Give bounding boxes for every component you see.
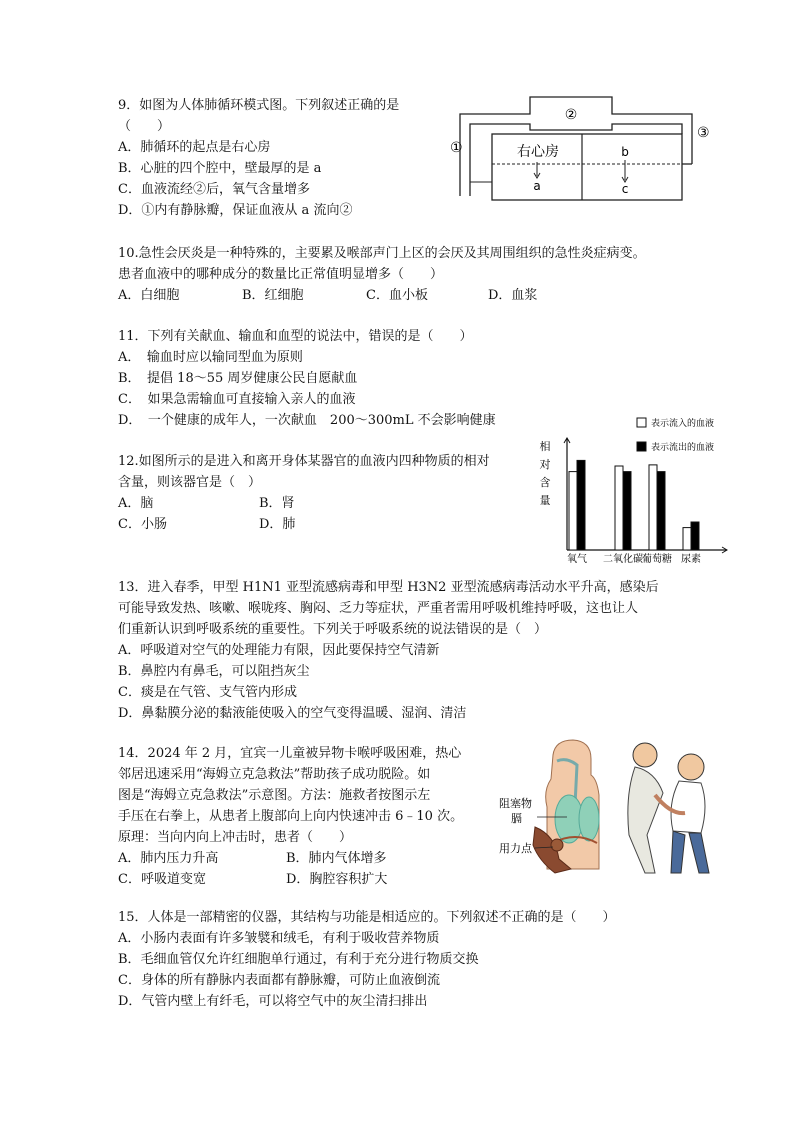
bar-2-1 [657,472,665,550]
q14-stem-line5: 原理：当向内向上冲击时，患者（ ） [118,830,353,845]
q13-option-b: B．鼻腔内有鼻毛，可以阻挡灰尘 [118,664,310,679]
rescue-figure [628,743,709,873]
q14-option-c: C．呼吸道变宽 [118,872,206,887]
bar-0-0 [569,472,577,550]
bar-3-1 [691,522,699,550]
q13-option-a: A．呼吸道对空气的处理能力有限，因此要保持空气清新 [118,643,440,658]
legend-label-1: 表示流出的血液 [651,443,715,453]
q12-option-d: D．肺 [259,517,296,532]
bar-1-1 [623,472,631,550]
question-13 [118,577,718,724]
heimlich-illustration [495,735,727,875]
q10-options [118,285,718,306]
y-axis-label-char: 相 [539,440,551,453]
x-tick-label: 葡萄糖 [642,554,672,565]
blood-substance-bar-chart [533,416,733,566]
q10-option-d: D．血浆 [488,288,538,303]
q15-stem: 15．人体是一部精密的仪器，其结构与功能是相适应的。下列叙述不正确的是（ ） [118,910,616,925]
q10-option-c: C．血小板 [366,288,428,303]
q14-stem-line2: 邻居迅速采用“海姆立克急救法”帮助孩子成功脱险。如 [118,767,431,782]
q13-option-c: C．痰是在气管、支气管内形成 [118,685,297,700]
legend-label-0: 表示流入的血液 [651,419,715,429]
q14-stem-line3: 图是“海姆立克急救法”示意图。方法：施救者按图示左 [118,788,431,803]
q11-option-b: B． 提倡 18～55 周岁健康公民自愿献血 [118,371,358,386]
label-3: ③ [697,125,710,141]
y-axis-label-char: 量 [539,494,551,507]
q11-option-a: A． 输血时应以输同型血为原则 [118,350,303,365]
q12-stem-line1: 12.如图所示的是进入和离开身体某器官的血液内四种物质的相对 [118,454,490,469]
q12-option-c: C．小肠 [118,517,167,532]
question-9 [118,95,438,221]
question-10 [118,243,718,306]
q9-option-a: A．肺循环的起点是右心房 [118,140,271,155]
chamber-a: a [533,179,541,193]
bar-3-0 [683,528,691,550]
bar-2-0 [649,465,657,550]
q12-option-b: B．肾 [259,496,295,511]
q12-options-row1 [118,493,538,514]
label-1: ① [450,140,463,156]
anatomy-figure [533,740,599,873]
q13-stem-line3: 们重新认识到呼吸系统的重要性。下列关于呼吸系统的说法错误的是（ ） [118,622,548,637]
q10-option-b: B．红细胞 [242,288,304,303]
q14-options-row1 [118,848,488,869]
x-tick-label: 二氧化碳 [603,554,643,565]
q10-stem-line2: 患者血液中的哪种成分的数量比正常值明显增多（ ） [118,267,444,282]
q14-option-b: B．肺内气体增多 [286,851,387,866]
q15-option-d: D．气管内壁上有纤毛，可以将空气中的灰尘清扫排出 [118,994,428,1009]
question-15 [118,907,718,1012]
q12-stem-line2: 含量，则该器官是（ ） [118,475,262,490]
x-tick-label: 氧气 [567,554,587,565]
q14-option-a: A．肺内压力升高 [118,851,219,866]
y-axis-label-char: 含 [539,476,551,489]
question-12 [118,451,538,535]
right-atrium-label: 右心房 [517,144,559,160]
diaphragm-label: 膈 [511,812,522,825]
q13-stem-line1: 13．进入春季，甲型 H1N1 亚型流感病毒和甲型 H3N2 亚型流感病毒活动水平升高，感染后 [118,580,659,595]
q11-stem: 11．下列有关献血、输血和血型的说法中，错误的是（ ） [118,329,473,344]
q13-stem-line2: 可能导致发热、咳嗽、喉咙疼、胸闷、乏力等症状，严重者需用呼吸机维持呼吸，这也让人 [118,601,639,616]
chamber-c: c [621,182,629,196]
q10-stem-line1: 10.急性会厌炎是一种特殊的，主要累及喉部声门上区的会厌及其周围组织的急性炎症病变。 [118,246,646,261]
legend-swatch-0 [637,418,646,427]
q14-stem-line4: 手压在右拳上，从患者上腹部向上向内快速冲击 6﹣10 次。 [118,809,464,824]
bar-1-0 [615,466,623,550]
q14-options-row2 [118,869,488,890]
q15-option-a: A．小肠内表面有许多皱襞和绒毛，有利于吸收营养物质 [118,931,440,946]
pulmonary-circulation-diagram [450,92,726,204]
q12-option-a: A．脑 [118,496,154,511]
q9-stem: 9．如图为人体肺循环模式图。下列叙述正确的是 [118,98,400,113]
q14-option-d: D．胸腔容积扩大 [286,872,388,887]
q15-option-c: C．身体的所有静脉内表面都有静脉瓣，可防止血液倒流 [118,973,440,988]
label-2: ② [564,107,578,123]
q10-option-a: A．白细胞 [118,288,180,303]
blocker-label: 阻塞物 [499,797,532,810]
q14-stem-line1: 14．2024 年 2 月，宜宾一儿童被异物卡喉呼吸困难，热心 [118,746,462,761]
q12-options-row2 [118,514,538,535]
q11-option-d: D． 一个健康的成年人，一次献血 200～300mL 不会影响健康 [118,413,496,428]
chamber-b: b [621,145,629,159]
q9-paren: （ ） [118,119,171,134]
bar-0-1 [577,460,585,550]
question-11 [118,326,538,431]
q9-option-c: C．血液流经②后，氧气含量增多 [118,182,310,197]
q15-option-b: B．毛细血管仅允许红细胞单行通过，有利于充分进行物质交换 [118,952,479,967]
q11-option-c: C． 如果急需输血可直接输入亲人的血液 [118,392,356,407]
q9-option-d: D．①内有静脉瓣，保证血液从 a 流向② [118,203,353,218]
question-14 [118,743,488,890]
x-tick-label: 尿素 [681,554,701,565]
q13-option-d: D．鼻黏膜分泌的黏液能使吸入的空气变得温暖、湿润、清洁 [118,706,467,721]
legend-swatch-1 [637,442,646,451]
q9-option-b: B．心脏的四个腔中，壁最厚的是 a [118,161,322,176]
force-point-label: 用力点 [499,842,532,855]
y-axis-label-char: 对 [539,458,551,471]
